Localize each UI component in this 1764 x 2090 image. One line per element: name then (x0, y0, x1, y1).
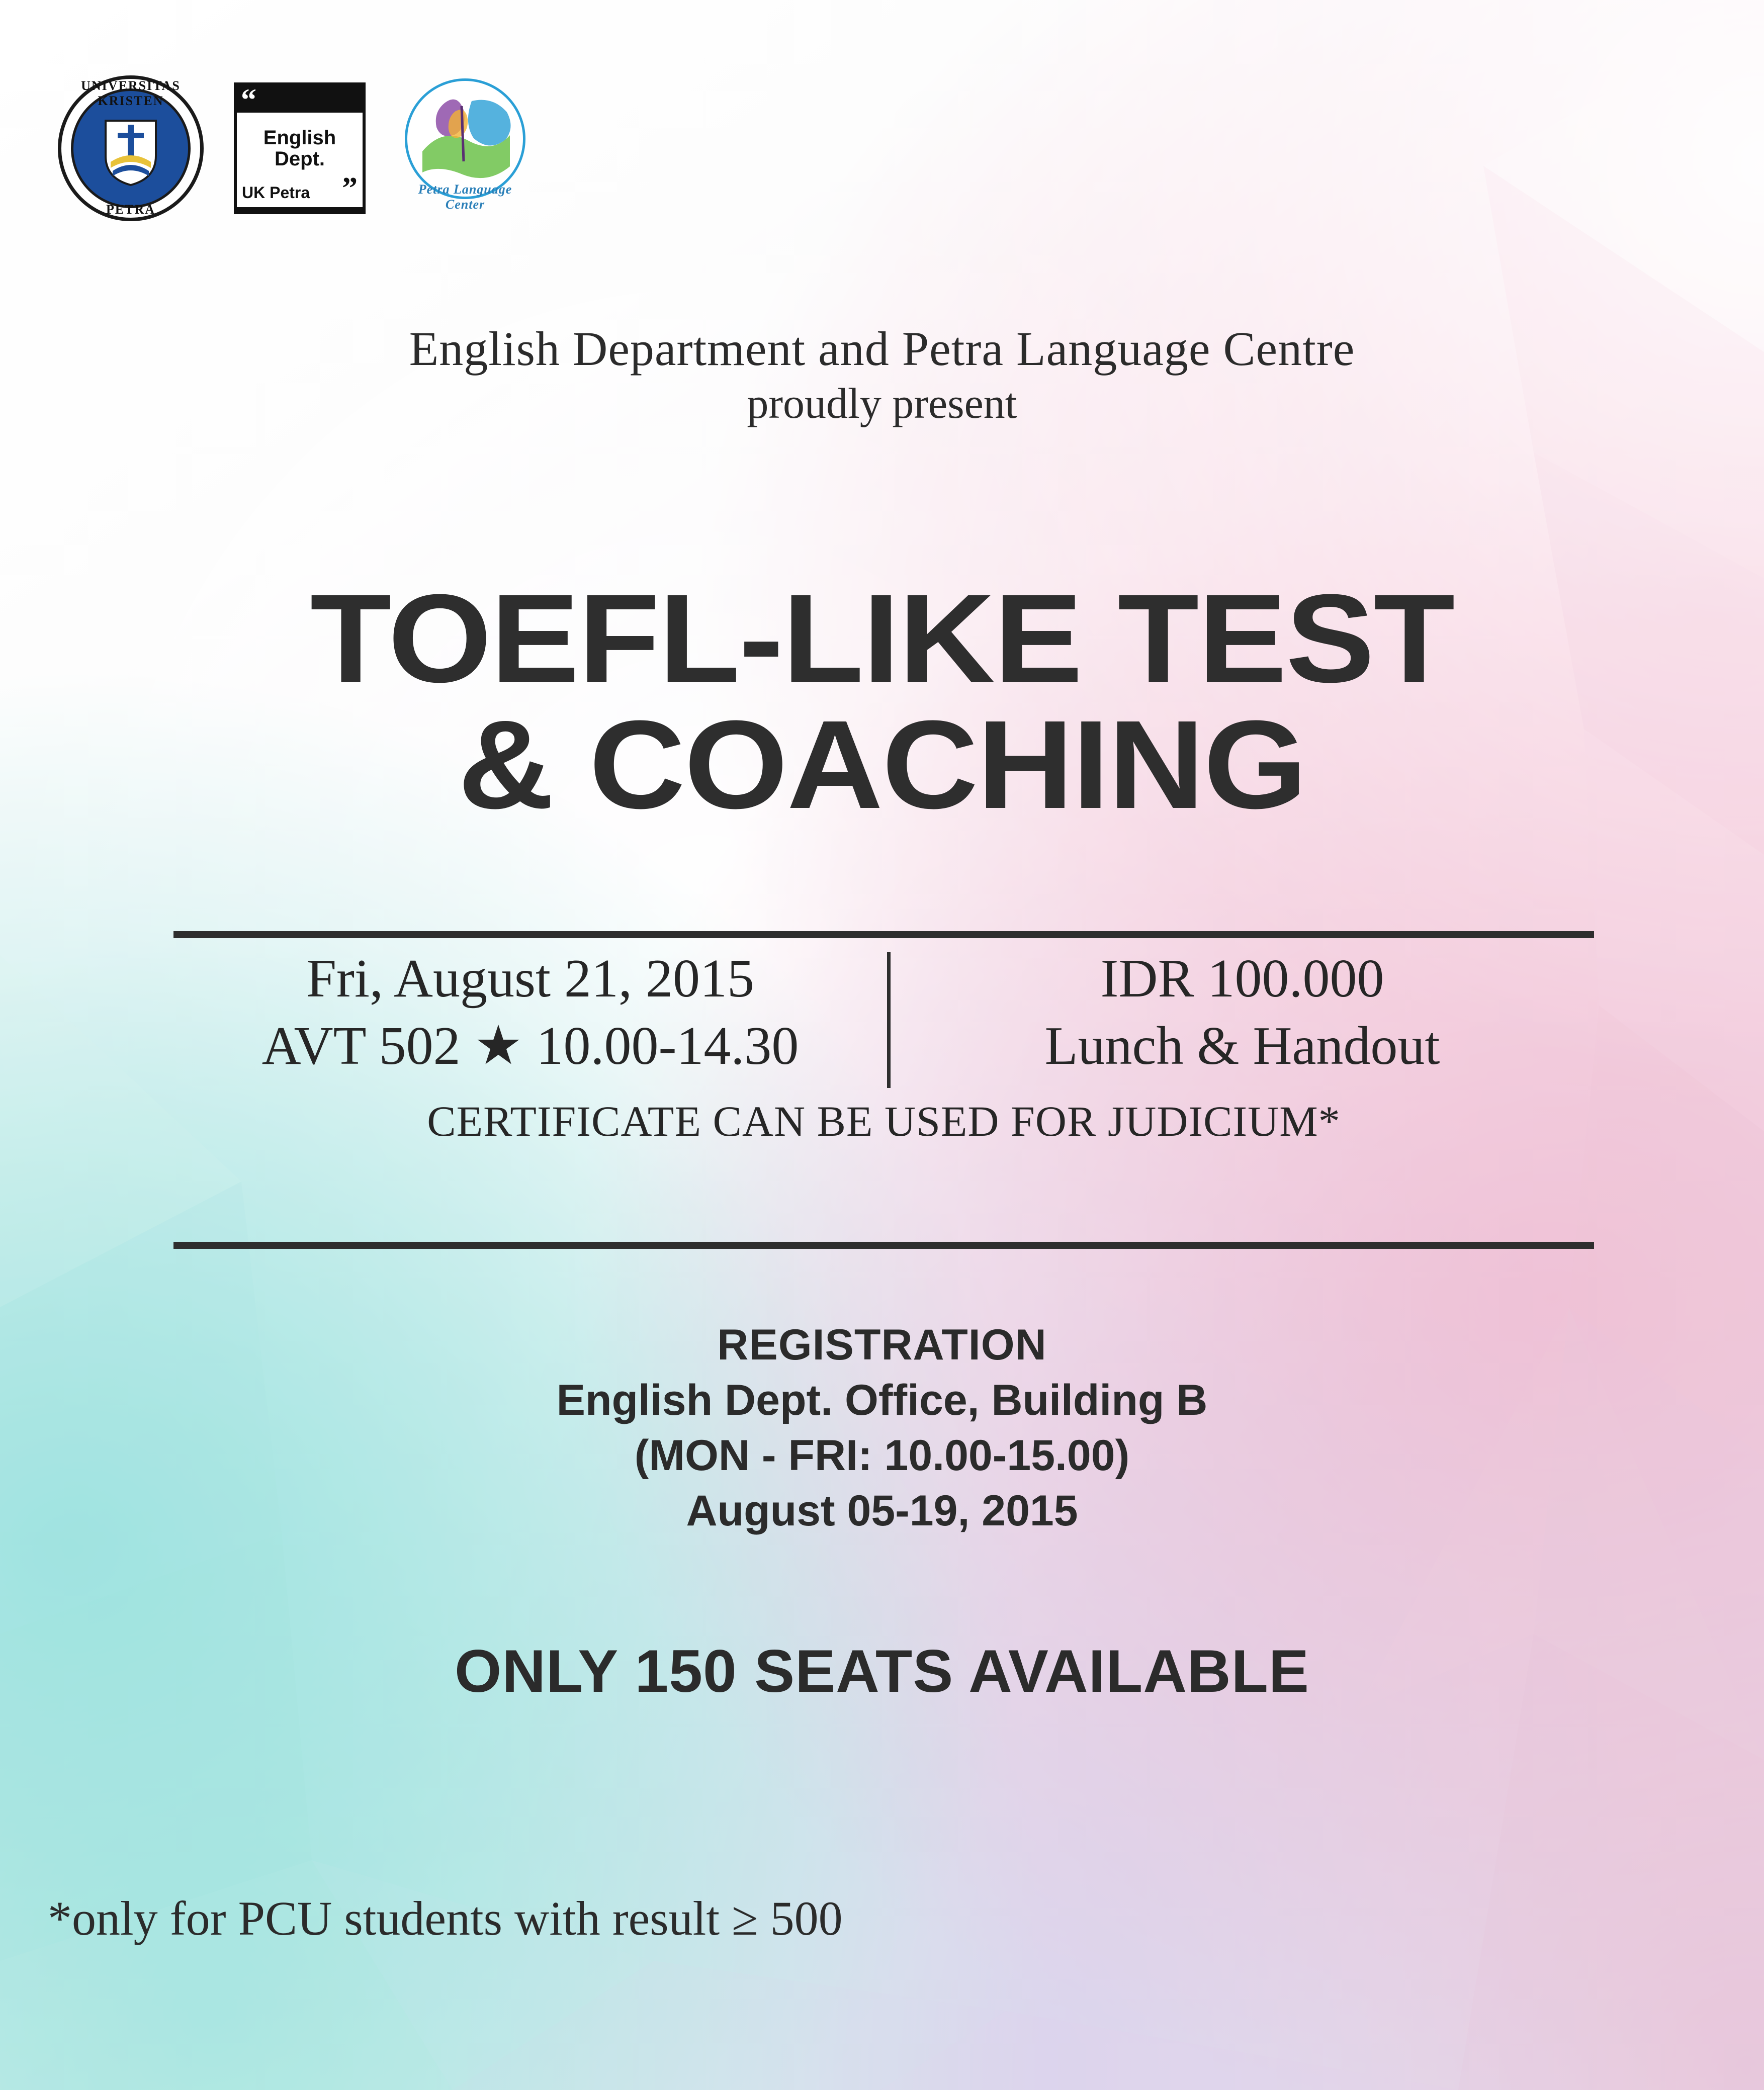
registration-dates: August 05-19, 2015 (686, 1487, 1078, 1535)
registration-block (0, 1317, 1764, 1538)
quote-close-icon: ” (342, 171, 358, 206)
event-date: Fri, August 21, 2015 (306, 949, 755, 1009)
logo-row (58, 75, 547, 221)
plc-caption: Petra Language Center (418, 182, 512, 212)
petra-language-center-logo (396, 75, 547, 221)
logo-top-text: UNIVERSITAS KRISTEN (81, 78, 181, 108)
certificate-note: CERTIFICATE CAN BE USED FOR JUDICIUM* (427, 1097, 1341, 1145)
logo-bottom-bar (237, 207, 363, 211)
logo-sub-text: UK Petra (242, 184, 310, 202)
presenter-block (0, 322, 1764, 427)
details-vertical-divider (887, 952, 891, 1088)
seats-availability: ONLY 150 SEATS AVAILABLE (455, 1638, 1309, 1705)
event-venue-time: AVT 502 ★ 10.00-14.30 (261, 1016, 799, 1076)
divider-bottom (173, 1242, 1594, 1249)
event-inclusions: Lunch & Handout (1044, 1016, 1440, 1076)
event-price: IDR 100.000 (1100, 949, 1384, 1009)
details-left-column (173, 945, 887, 1080)
quote-open-icon: “ (241, 83, 256, 117)
universitas-kristen-petra-logo (58, 75, 204, 221)
details-right-column (891, 945, 1594, 1080)
details-columns (173, 945, 1594, 1088)
logo-bottom-text: PETRA (106, 202, 156, 217)
page-title (0, 568, 1764, 835)
divider-top (173, 931, 1594, 938)
presenter-line-1: English Department and Petra Language Centre (409, 322, 1355, 376)
title-line-2: & COACHING (458, 694, 1306, 835)
presenter-line-2: proudly present (747, 379, 1017, 427)
registration-location: English Dept. Office, Building B (556, 1376, 1208, 1425)
event-details (173, 945, 1594, 1227)
title-line-1: TOEFL-LIKE TEST (310, 568, 1454, 708)
registration-heading: REGISTRATION (717, 1321, 1047, 1369)
footnote: *only for PCU students with result ≥ 500 (48, 1891, 843, 1945)
logo-line-1: English (263, 127, 336, 149)
logo-line-2: Dept. (275, 148, 325, 170)
english-department-logo (234, 82, 366, 214)
registration-hours: (MON - FRI: 10.00-15.00) (634, 1431, 1130, 1480)
plc-circle (405, 78, 525, 199)
